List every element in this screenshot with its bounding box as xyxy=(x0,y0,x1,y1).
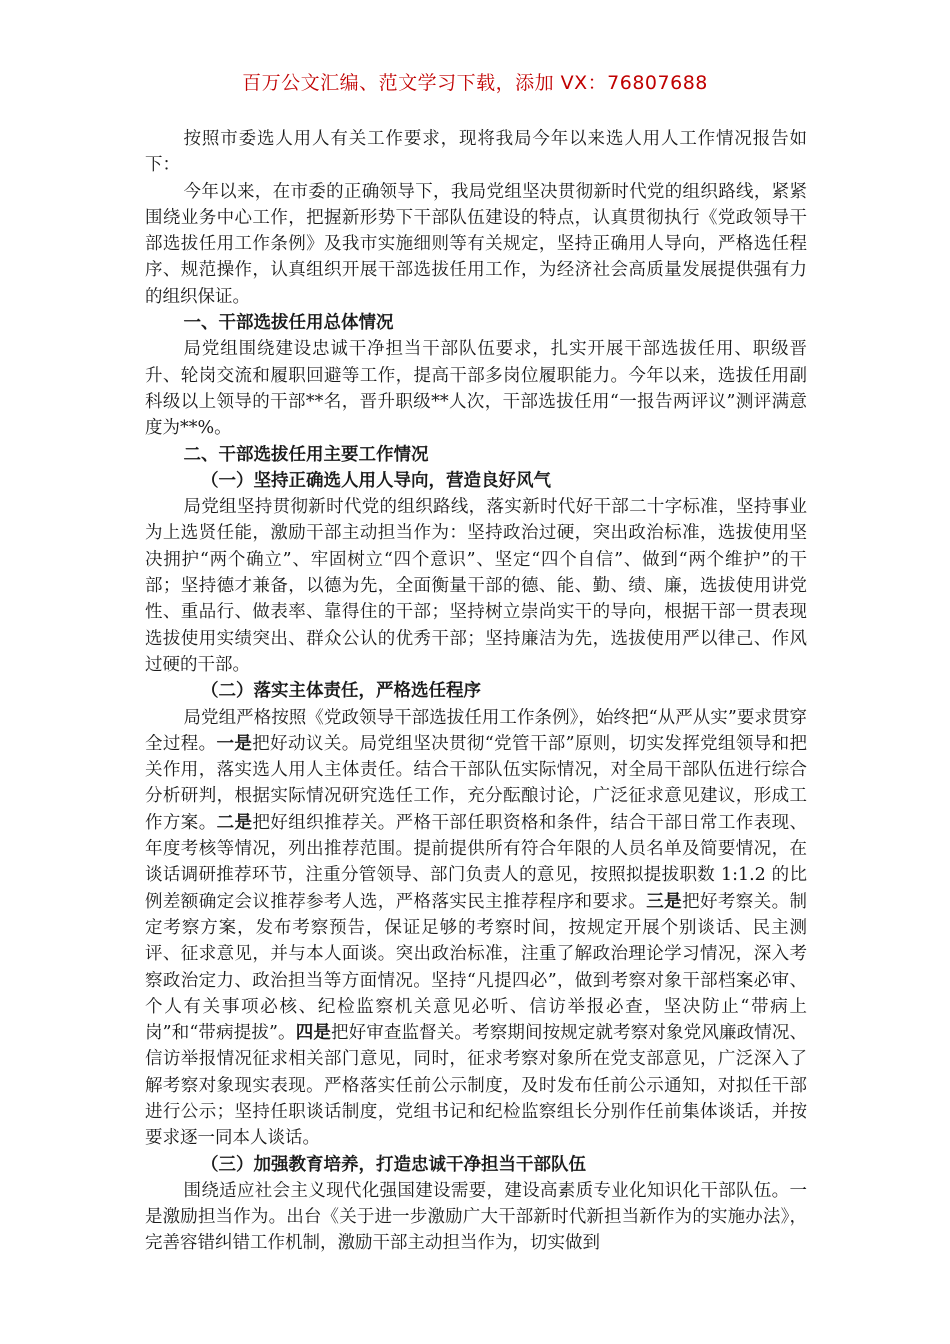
point-text-2: 把好组织推荐关。严格干部任职资格和条件，结合干部日常工作表现、年度考核等情况，列出推荐范围。提前提供所有符合年限的人员名单及简要情况，在谈话调研推荐环节，注重分管领导、部门负责人的意见，按照拟提拔职数 1:1.2 的比例差额确定会议推荐参考人选，严格落实民主推荐程序和要求。 xyxy=(145,812,808,912)
subsection-heading-1: （一）坚持正确选人用人导向，营造良好风气 xyxy=(201,470,551,491)
subsection-heading-2: （二）落实主体责任，严格选任程序 xyxy=(201,681,481,702)
point-marker-3: 三是 xyxy=(646,891,683,912)
paragraph-lead: 局党组严格按照《党政领导干部选拔任用工作条例》，始终把“从严从实”要求贯穿全过程。 xyxy=(145,707,807,754)
document-body xyxy=(145,126,807,1257)
section-1-paragraph: 局党组围绕建设忠诚干净担当干部队伍要求，扎实开展干部选拔任用、职级晋升、轮岗交流和履职回避等工作，提高干部多岗位履职能力。今年以来，选拔任用副科级以上领导的干部**名，晋升职级**人次，干部选拔任用“一报告两评议”测评满意度为**%。 xyxy=(145,339,807,439)
subsection-1-paragraph: 局党组坚持贯彻新时代党的组织路线，落实新时代好干部二十字标准，坚持事业为上选贤任能，激励干部主动担当作为：坚持政治过硬，突出政治标准，选拔使用坚决拥护“两个确立”、牢固树立“四个意识”、坚定“四个自信”、做到“两个维护”的干部；坚持德才兼备，以德为先，全面衡量干部的德、能、勤、绩、廉，选拔使用讲党性、重品行、做表率、靠得住的干部；坚持树立崇尚实干的导向，根据干部一贯表现选拔使用实绩突出、群众公认的优秀干部；坚持廉洁为先，选拔使用严以律己、作风过硬的干部。 xyxy=(145,497,807,675)
section-heading-2: 二、干部选拔任用主要工作情况 xyxy=(183,444,429,465)
subsection-2-paragraph xyxy=(145,705,807,1152)
intro-paragraph-1: 按照市委选人用人有关工作要求，现将我局今年以来选人用人工作情况报告如下： xyxy=(145,129,807,176)
point-marker-2: 二是 xyxy=(216,812,253,833)
point-text-3: 把好考察关。制定考察方案，发布考察预告，保证足够的考察时间，按规定开展个别谈话、民主测评、征求意见，并与本人面谈。突出政治标准，注重了解政治理论学习情况，深入考察政治定力、政治担当等方面情况。坚持“凡提四必”，做到考察对象干部档案必审、个人有关事项必核、纪检监察机关意见必听、信访举报必查，坚决防止“带病上岗”和“带病提拔”。 xyxy=(145,891,808,1044)
subsection-heading-3: （三）加强教育培养，打造忠诚干净担当干部队伍 xyxy=(201,1154,586,1175)
point-marker-1: 一是 xyxy=(216,733,253,754)
section-heading-1: 一、干部选拔任用总体情况 xyxy=(183,313,394,334)
point-marker-4: 四是 xyxy=(295,1023,331,1044)
intro-paragraph-2: 今年以来，在市委的正确领导下，我局党组坚决贯彻新时代党的组织路线，紧紧围绕业务中心工作，把握新形势下干部队伍建设的特点，认真贯彻执行《党政领导干部选拔任用工作条例》及我市实施细则等有关规定，坚持正确用人导向，严格选任程序、规范操作，认真组织开展干部选拔任用工作，为经济社会高质量发展提供强有力的组织保证。 xyxy=(145,181,807,307)
point-text-1: 把好动议关。局党组坚决贯彻“党管干部”原则，切实发挥党组领导和把关作用，落实选人用人主体责任。结合干部队伍实际情况，对全局干部队伍进行综合分析研判，根据实际情况研究选任工作，充分酝酿讨论，广泛征求意见建议，形成工作方案。 xyxy=(145,733,807,833)
subsection-3-paragraph: 围绕适应社会主义现代化强国建设需要，建设高素质专业化知识化干部队伍。一是激励担当作为。出台《关于进一步激励广大干部新时代新担当新作为的实施办法》，完善容错纠错工作机制，激励干部主动担当作为，切实做到 xyxy=(145,1180,807,1254)
watermark-banner: 百万公文汇编、范文学习下载，添加 VX：76807688 xyxy=(242,72,708,94)
point-text-4: 把好审查监督关。考察期间按规定就考察对象党风廉政情况、信访举报情况征求相关部门意见，同时，征求考察对象所在党支部意见，广泛深入了解考察对象现实表现。严格落实任前公示制度，及时发布任前公示通知，对拟任干部进行公示；坚持任职谈话制度，党组书记和纪检监察组长分别作任前集体谈话，并按要求逐一同本人谈话。 xyxy=(145,1023,808,1149)
